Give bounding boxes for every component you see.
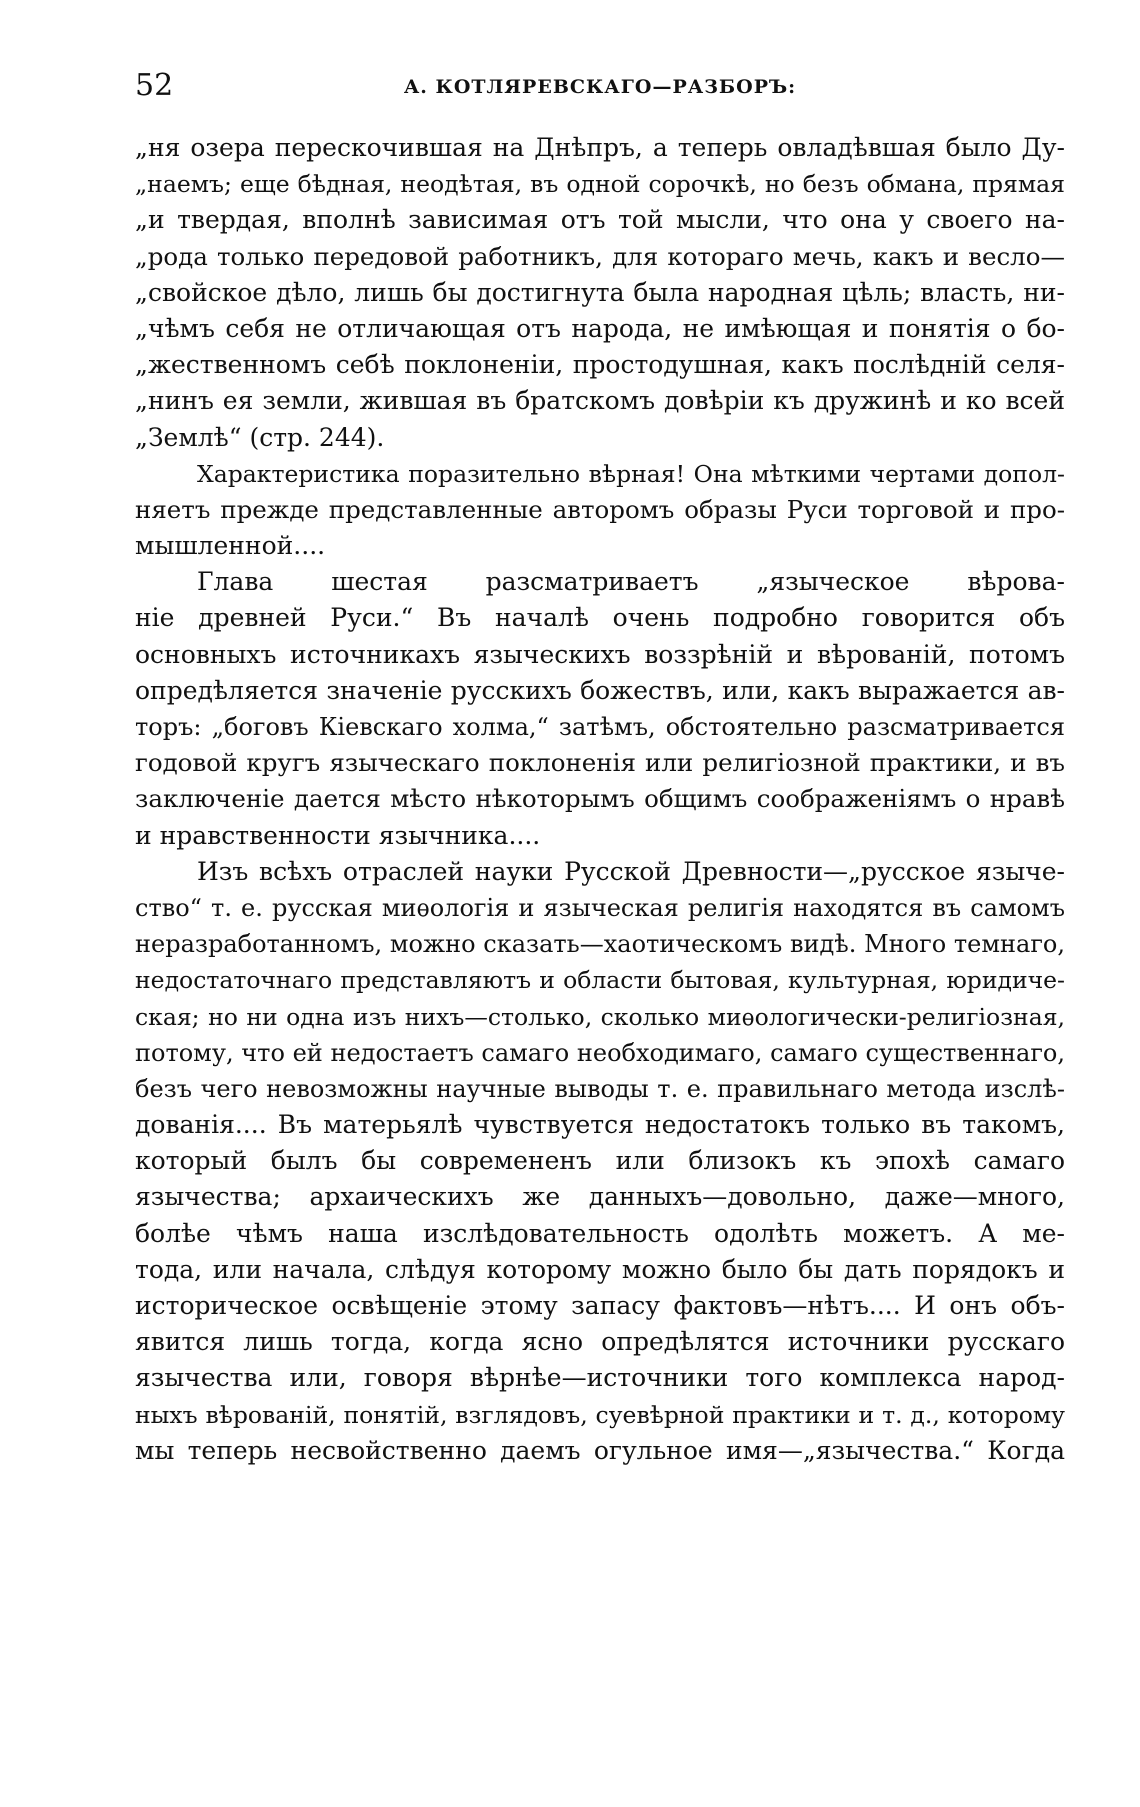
- text-line: годовой кругъ языческаго поклоненія или религіозной практики, и въ: [135, 748, 1065, 778]
- text-line: Глава шестая разсматриваетъ „языческое вѣрова-: [197, 567, 1065, 597]
- page-number: 52: [135, 68, 174, 103]
- text-line: дованія.... Въ матерьялѣ чувствуется недостатокъ только въ такомъ,: [135, 1110, 1065, 1140]
- text-line: ніе древней Руси.“ Въ началѣ очень подробно говорится объ: [135, 603, 1065, 633]
- text-line: язычества или, говоря вѣрнѣе—источники того комплекса народ-: [135, 1363, 1065, 1393]
- running-head: А. КОТЛЯРЕВСКАГО—РАЗБОРЪ:: [403, 76, 797, 98]
- text-line: Изъ всѣхъ отраслей науки Русской Древности—„русское языче-: [197, 856, 1065, 886]
- text-line: торъ: „боговъ Кіевскаго холма,“ затѣмъ, обстоятельно разсматривается: [135, 713, 1065, 741]
- text-line: ская; но ни одна изъ нихъ—столько, сколько миѳологически-религіозная,: [135, 1002, 1065, 1031]
- text-line: ныхъ вѣрованій, понятій, взглядовъ, суевѣрной практики и т. д., которому: [135, 1400, 1065, 1429]
- text-line: „Землѣ“ (стр. 244).: [135, 422, 385, 452]
- body-text: [135, 130, 1065, 1469]
- text-line: Характеристика поразительно вѣрная! Она мѣткими чертами допол-: [197, 459, 1065, 488]
- text-line: тода, или начала, слѣдуя которому можно было бы дать порядокъ и: [135, 1254, 1065, 1284]
- text-line: потому, что ей недостаетъ самаго необходимаго, самаго существеннаго,: [135, 1038, 1065, 1067]
- text-line: „жественномъ себѣ поклоненіи, простодушная, какъ послѣдній селя-: [135, 350, 1065, 380]
- text-line: который былъ бы современенъ или близокъ къ эпохѣ самаго: [135, 1146, 1065, 1176]
- text-line: „свойское дѣло, лишь бы достигнута была народная цѣль; власть, ни-: [135, 277, 1065, 307]
- text-line: мышленной....: [135, 531, 326, 561]
- text-line: неразработанномъ, можно сказать—хаотическомъ видѣ. Много темнаго,: [135, 930, 1065, 959]
- text-line: историческое освѣщеніе этому запасу фактовъ—нѣтъ.... И онъ объ-: [135, 1291, 1065, 1320]
- page-header: [135, 66, 1065, 106]
- text-line: „наемъ; еще бѣдная, неодѣтая, въ одной сорочкѣ, но безъ обмана, прямая: [135, 170, 1065, 199]
- text-line: болѣе чѣмъ наша изслѣдовательность одолѣть можетъ. А ме-: [135, 1218, 1065, 1248]
- text-line: „чѣмъ себя не отличающая отъ народа, не имѣющая и понятія о бо-: [135, 313, 1065, 343]
- text-line: мы теперь несвойственно даемъ огульное имя—„язычества.“ Когда: [135, 1435, 1065, 1465]
- text-line: „нинъ ея земли, жившая въ братскомъ довѣріи къ дружинѣ и ко всей: [135, 386, 1065, 416]
- text-line: явится лишь тогда, когда ясно опредѣлятся источники русскаго: [135, 1327, 1065, 1357]
- text-line: „ня озера перескочившая на Днѣпръ, а теперь овладѣвшая было Ду-: [135, 133, 1065, 162]
- text-line: „рода только передовой работникъ, для котораго мечь, какъ и весло—: [135, 241, 1065, 271]
- text-line: опредѣляется значеніе русскихъ божествъ, или, какъ выражается ав-: [135, 675, 1065, 705]
- text-line: безъ чего невозможны научные выводы т. е. правильнаго метода изслѣ-: [135, 1074, 1065, 1103]
- text-line: ство“ т. е. русская миѳологія и языческая религія находятся въ самомъ: [135, 893, 1065, 922]
- text-line: и нравственности язычника....: [135, 820, 541, 850]
- text-line: заключеніе дается мѣсто нѣкоторымъ общимъ соображеніямъ о нравѣ: [135, 784, 1065, 814]
- text-line: основныхъ источникахъ языческихъ воззрѣній и вѣрованій, потомъ: [135, 639, 1065, 669]
- text-line: язычества; архаическихъ же данныхъ—довольно, даже—много,: [135, 1182, 1065, 1212]
- text-line: няетъ прежде представленные авторомъ образы Руси торговой и про-: [135, 494, 1065, 524]
- text-line: „и твердая, вполнѣ зависимая отъ той мысли, что она у своего на-: [135, 205, 1065, 235]
- text-line: недостаточнаго представляютъ и области бытовая, культурная, юридиче-: [135, 966, 1065, 995]
